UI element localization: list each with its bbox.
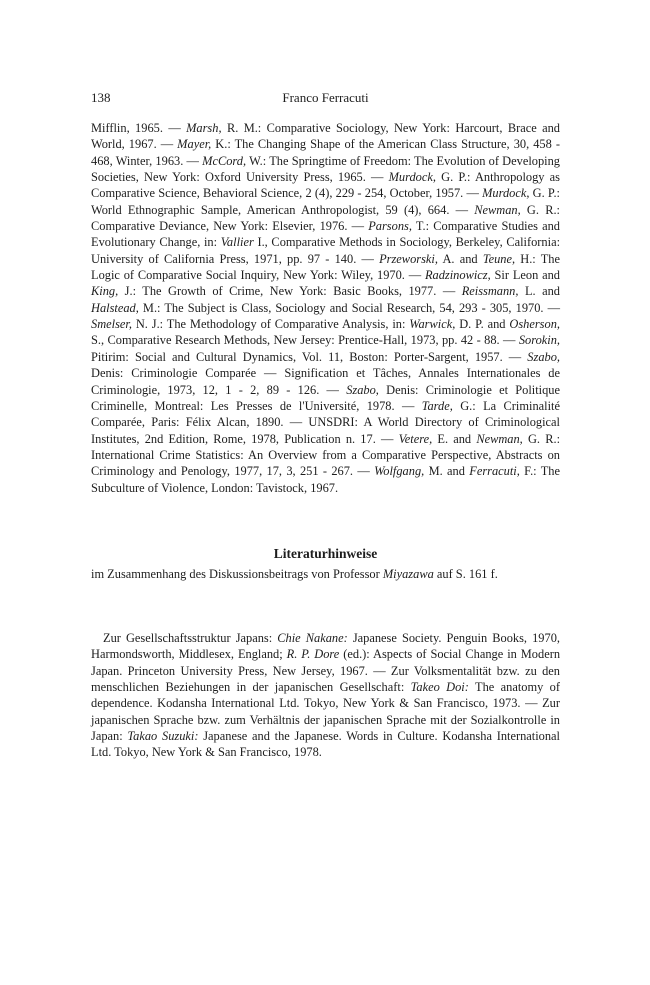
- text-run: G.: La Criminalité Comparée, Paris: Félix Alcan, 1890. — UNSDRI: A World Directory of Criminological Institutes, 2nd Edition, Rome, 1978, Publication n. 17. —: [91, 398, 560, 446]
- author-name: Newman,: [476, 431, 523, 446]
- text-run: Denis: Criminologie et Politique Criminelle, Montreal: Les Presses de l'Université, 1978. —: [91, 382, 560, 413]
- text-run: G. P.: World Ethnographic Sample, American Anthropologist, 59 (4), 664. —: [91, 186, 560, 217]
- text-run: The anatomy of dependence. Kodansha International Ltd. Tokyo, New York & San Francisco, 1973. — Zur japanischen Sprache bzw. zum Verhältnis der japanischen Sprache mit der Sozialkontrolle in Japan:: [91, 680, 561, 744]
- text-run: Japanese Society. Penguin Books, 1970, Harmondsworth, Middlesex, England;: [91, 631, 560, 662]
- author-name: Wolfgang,: [374, 464, 425, 479]
- text-run: Sir Leon and: [490, 268, 560, 283]
- author-name: Radzinowicz,: [424, 268, 491, 283]
- author-name: Szabo,: [527, 349, 560, 364]
- text-run: S., Comparative Research Methods, New Jersey: Prentice-Hall, 1973, pp. 42 - 88. —: [91, 333, 519, 348]
- context-note: [91, 566, 560, 582]
- author-name: Osherson,: [509, 317, 560, 332]
- author-name: Szabo,: [346, 382, 379, 397]
- text-run: W.: The Springtime of Freedom: The Evolution of Developing Societies, New York: Oxford University Press, 1965. —: [91, 153, 560, 185]
- text-run: J.: The Growth of Crime, New York: Basic Books, 1977. —: [118, 284, 462, 299]
- text-run: Pitirim: Social and Cultural Dynamics, Vol. 11, Boston: Porter-Sargent, 1957. —: [91, 349, 528, 364]
- page-header: [91, 90, 560, 108]
- author-name: Murdock,: [388, 170, 436, 185]
- section-title: Literaturhinweise: [273, 546, 378, 561]
- text-run: T.: Comparative Studies and Evolutionary Change, in:: [91, 219, 560, 250]
- text-run: F.: The Subculture of Violence, London: Tavistock, 1967.: [91, 464, 560, 495]
- text-run: Japanese and the Japanese. Words in Culture. Kodansha International Ltd. Tokyo, New York & San Francisco, 1978.: [91, 729, 560, 760]
- author-name: Mayer,: [177, 137, 212, 152]
- text-run: M.: The Subject is Class, Sociology and Social Research, 54, 293 - 305, 1970. —: [138, 300, 560, 315]
- author-name: Teune,: [482, 251, 516, 266]
- author-name: Przeworski,: [379, 251, 438, 266]
- author-name: Tarde,: [421, 398, 453, 413]
- text-run: K.: The Changing Shape of the American Class Structure, 30, 458 - 468, Winter, 1963. —: [91, 137, 560, 168]
- text-run: G. P.: Anthropology as Comparative Science, Behavioral Science, 2 (4), 229 - 254, October, 1957. —: [91, 170, 560, 201]
- text-run: G. R.: Comparative Deviance, New York: Elsevier, 1976. —: [91, 202, 561, 234]
- author-name: King,: [91, 284, 119, 299]
- author-name: Murdock,: [482, 186, 530, 201]
- author-name: Halstead,: [91, 300, 139, 315]
- text-run: A. and: [437, 251, 483, 266]
- author-name: Vetere,: [398, 431, 433, 446]
- text-run: Mifflin, 1965. —: [91, 121, 187, 135]
- text-run: M. and: [424, 464, 470, 479]
- text-run: G. R.: International Crime Statistics: An Overview from a Comparative Perspective, Abstracts on Criminology and Penology, 1977, 17, 3, 251 - 267. —: [91, 431, 561, 479]
- author-name: Chie Nakane:: [277, 631, 348, 645]
- text-run: Zur Gesellschaftsstruktur Japans:: [103, 631, 278, 645]
- text-run: auf S. 161 f.: [433, 567, 498, 581]
- text-run: L. and: [518, 284, 560, 299]
- literature-paragraph: [91, 630, 560, 761]
- running-head: Franco Ferracuti: [282, 90, 369, 105]
- author-name: Miyazawa: [382, 567, 434, 581]
- text-run: N. J.: The Methodology of Comparative Analysis, in:: [131, 317, 410, 332]
- page-number: 138: [91, 90, 111, 105]
- author-name: McCord,: [202, 153, 247, 168]
- author-name: Sorokin,: [518, 333, 560, 348]
- references-paragraph: [91, 120, 560, 496]
- author-name: R. P. Dore: [286, 647, 340, 662]
- author-name: Parsons,: [368, 219, 412, 234]
- author-name: Takao Suzuki:: [127, 729, 199, 744]
- author-name: Newman,: [474, 202, 521, 217]
- text-run: I., Comparative Methods in Sociology, Berkeley, California: University of California Press, 1971, pp. 97 - 140. —: [91, 235, 561, 266]
- text-run: (ed.): Aspects of Social Change in Modern Japan. Princeton University Press, New Jersey, 1967. — Zur Volksmentalität bzw. zu den menschlichen Beziehungen in der japanischen Gesellschaft:: [91, 647, 561, 695]
- text-run: E. and: [432, 431, 477, 446]
- author-name: Takeo Doi:: [410, 680, 469, 695]
- author-name: Marsh,: [186, 121, 222, 135]
- text-run: Denis: Criminologie Comparée — Signification et Tâches, Annales Internationales de Criminologie, 1973, 12, 1 - 2, 89 - 126. —: [91, 366, 560, 397]
- author-name: Ferracuti,: [469, 464, 520, 479]
- text-run: im Zusammenhang des Diskussionsbeitrags von Professor: [91, 567, 383, 581]
- author-name: Reissmann,: [461, 284, 519, 299]
- author-name: Warwick,: [409, 317, 456, 332]
- text-run: D. P. and: [455, 317, 510, 332]
- text-run: H.: The Logic of Comparative Social Inquiry, New York: Wiley, 1970. —: [91, 251, 560, 283]
- author-name: Vallier: [220, 235, 254, 250]
- text-run: R. M.: Comparative Sociology, New York: Harcourt, Brace and World, 1967. —: [91, 121, 560, 152]
- author-name: Smelser,: [91, 317, 132, 332]
